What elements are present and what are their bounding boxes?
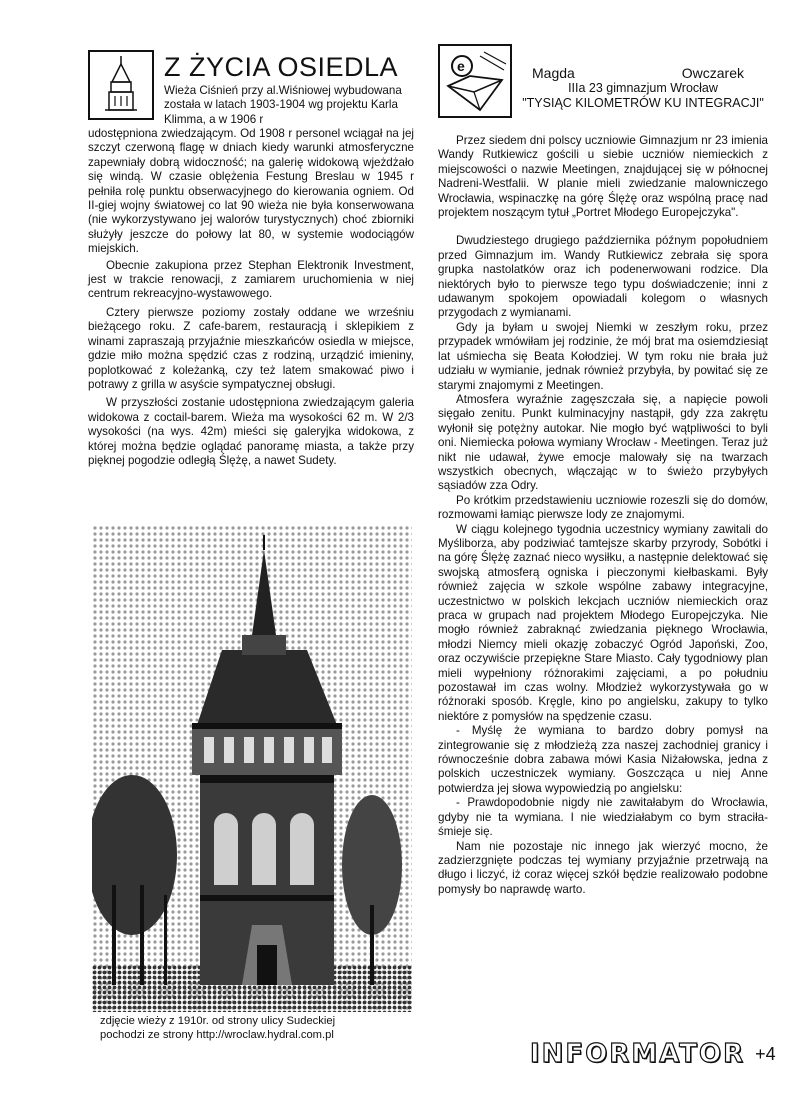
- right-paragraph: Nam nie pozostaje nic innego jak wierzyć mocno, że zadzierzgnięte podczas tej wymiany przyjaźnie przetrwają na długo i liczyć, iż coraz więcej szkół będzie realizowało podobne pomysły bo naprawdę warto.: [438, 839, 768, 896]
- left-article-body: [88, 127, 414, 468]
- right-paragraph: Dwudziestego drugiego października późnym popołudniem przed Gimnazjum im. Wandy Rutkiewicz zebrała się spora grupka nastolatków oraz ich podenerwowani rodzice. Dla niektórych było to pierwsze tego typu doświadczenie; inni z udawanym spokojem opowiadali kolegom o własnych przygodach z wymianami.: [438, 234, 768, 320]
- right-paragraph: Atmosfera wyraźnie zagęszczała się, a napięcie powoli sięgało zenitu. Punkt kulminacyjny nastąpił, gdy zza zakrętu wyłonił się potężny autokar. Nie mogło być wątpliwości to byli oni. Niemiecka połowa wymiany Wrocław - Meetingen. Teraz już nikt nie udawał, żywe emocje malowały się na twarzach wszystkich obecnych, włączając w to świeżo przybyłych sąsiadów zza Odry.: [438, 392, 768, 493]
- right-paragraph: W ciągu kolejnego tygodnia uczestnicy wymiany zawitali do Myśliborza, aby podziwiać tamtejsze skarby przyrody, Sobótki i na górę Ślężę zaznać nieco wysiłku, a następnie delektować się swojską atmosferą ogniska i pieczonymi kiełbaskami. Były również zajęcia w szkole wspólne zabawy integracyjne, uczestnictwo w polskich lekcjach uczniów niemieckich oraz praca w grupach nad projektem Młodego Europejczyka. Nie mogło również zabraknąć zwiedzania pięknego Wrocławia, młodzi Niemcy mieli okazję zobaczyć Ogród Japoński, Zoo, oraz oczywiście przepiękne Stare Miasto. Cały tygodniowy plan mieli wypełniony różnorakimi zajęciami, a po południu pozostawał im czas wolny. Młodzież wykorzystywała go w różnoraki sposób. Kręgle, kino po angielsku, zakupy to tylko niektóre z pomysłów na spędzenie czasu.: [438, 522, 768, 723]
- svg-text:e: e: [457, 58, 465, 74]
- photo-caption: [100, 1014, 410, 1042]
- page-footer: [530, 1038, 776, 1070]
- right-article-header: [518, 66, 768, 111]
- left-paragraph: W przyszłości zostanie udostępniona zwiedzającym galeria widokowa z coctail-barem. Wieża ma wysokości 62 m. W 2/3 wysokości (na wys. 42m) mieści się galeryjka widokowa, z której można będzie oglądać panoramę miasta, a także przy pięknej pogodzie odległą Ślężę, a nawet Sudety.: [88, 396, 414, 467]
- author-class: IIIa 23 gimnazjum Wrocław: [568, 81, 718, 95]
- envelope-logo-icon: [438, 44, 512, 118]
- left-article-intro: Wieża Ciśnień przy al.Wiśniowej wybudowana została w latach 1903-1904 wg projektu Karla Klimma, a w 1906 r: [164, 84, 402, 126]
- left-paragraph: Cztery pierwsze poziomy zostały oddane we wrześniu bieżącego roku. Z cafe-barem, restauracją i sklepikiem z winami zapraszają przyjaźnie mieszkańców osiedla w miejsce, gdzie miło można spędzić czas z rodziną, urządzić imieniny, poplotkować z koleżanką, czy też latem smakować piwo i potrawy z grilla w asyście sympatycznej obsługi.: [88, 305, 414, 391]
- magazine-name: INFORMATOR: [530, 1039, 746, 1069]
- right-paragraph: Przez siedem dni polscy uczniowie Gimnazjum nr 23 imienia Wandy Rutkiewicz gościli u siebie uczniów niemieckich z miejscowości o nazwie Meetingen, znajdującej się w północnej Nadreni-Westfalii. W planie mieli zwiedzanie malowniczego Wrocławia, wspinaczkę na górę Ślężę oraz wspólną pracę nad projektem noszącym tytuł „Portret Młodego Europejczyka".: [438, 134, 768, 220]
- right-paragraph: Po krótkim przedstawieniu uczniowie rozeszli się do domów, rozmowami łamiąc pierwsze lody ze znajomymi.: [438, 493, 768, 522]
- right-paragraph: Gdy ja byłam u swojej Niemki w zeszłym roku, przez przypadek wmówiłam jej rodzinie, że mój brat ma osiemdziesiąt lat uśmiecha się Beata Kołodziej. W tym roku nie brała już udziału w wymianie, jednak również przybyła, by powitać się ze starymi znajomymi z Meetingen.: [438, 320, 768, 392]
- author: [518, 66, 768, 81]
- right-article-body: [438, 134, 768, 897]
- right-paragraph: - Prawdopodobnie nigdy nie zawitałabym do Wrocławia, gdyby nie ta wymiana. I nie wiedziałabym co bym straciła- śmieje się.: [438, 796, 768, 839]
- page-number: +4: [755, 1043, 776, 1064]
- left-paragraph: Obecnie zakupiona przez Stephan Elektronik Investment, jest w trakcie renowacji, z zamiarem uruchomienia w niej centrum rekreacyjno-wystawowego.: [88, 258, 414, 301]
- right-article-subtitle: "TYSIĄC KILOMETRÓW KU INTEGRACJI": [522, 96, 764, 110]
- right-paragraph: - Myślę że wymiana to bardzo dobry pomysł na zintegrowanie się z młodzieżą zza naszej zachodniej granicy i równocześnie dobra zabawa mówi Kasia Niżałowska, jedna z polskich uczestniczek wymiany. Goszcząca u niej Anne potwierdza jej słowa wypowiedzią po angielsku:: [438, 724, 768, 795]
- left-paragraph: udostępniona zwiedzającym. Od 1908 r personel wciągał na jej szczyt czerwoną flagę w dniach kiedy warunki atmosferyczne zapewniały dobrą widoczność; na galerię widokową wjeżdżało się windą. W czasie oblężenia Festung Breslau w 1945 r pełniła rolę punktu obserwacyjnego do kierowania ogniem. Od II-giej wojny światowej co lat 90 wieża nie była konserwowana (nie wykorzystywano jej walorów turystycznych) choć zbiorniki służyły jeszcze do połowy lat 80, w systemie wodociągów miejskich.: [88, 127, 414, 256]
- author-last-name: Owczarek: [681, 65, 744, 81]
- tower-logo-icon: [88, 50, 154, 120]
- caption-line: pochodzi ze strony http://wroclaw.hydral.com.pl: [100, 1029, 334, 1041]
- caption-line: zdjęcie wieży z 1910r. od strony ulicy Sudeckiej: [100, 1015, 336, 1027]
- left-article-title: Z ŻYCIA OSIEDLA: [164, 52, 399, 82]
- water-tower-photo: [92, 525, 412, 1012]
- author-first-name: Magda: [532, 65, 575, 81]
